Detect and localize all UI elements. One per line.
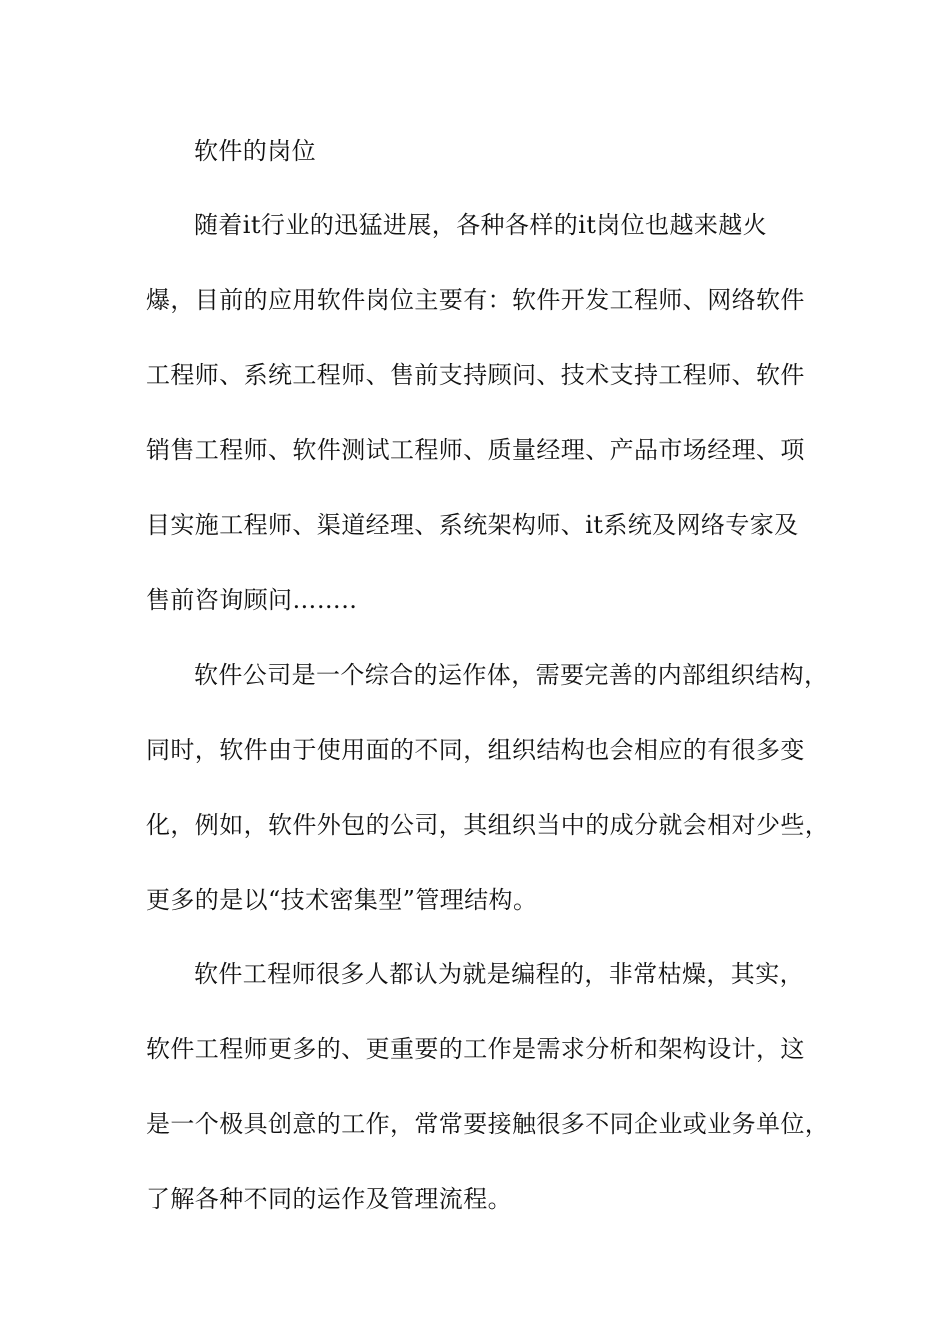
paragraph-2-line-1: 软件公司是一个综合的运作体，需要完善的内部组织结构， <box>194 661 829 689</box>
paragraph-3-line-3: 是一个极具创意的工作，常常要接触很多不同企业或业务单位， <box>146 1110 830 1138</box>
paragraph-2-line-4: 更多的是以“技术密集型”管理结构。 <box>146 886 538 914</box>
paragraph-1-line-3: 工程师、系统工程师、售前支持顾问、技术支持工程师、软件 <box>146 361 805 389</box>
document-title: 软件的岗位 <box>194 137 316 165</box>
paragraph-3-line-1: 软件工程师很多人都认为就是编程的，非常枯燥，其实， <box>194 960 804 988</box>
paragraph-1-line-1: 随着it行业的迅猛进展，各种各样的it岗位也越来越火 <box>194 211 768 239</box>
paragraph-1-line-6: 售前咨询顾问…….. <box>146 586 358 614</box>
paragraph-3-line-4: 了解各种不同的运作及管理流程。 <box>146 1185 512 1213</box>
paragraph-2-line-3: 化，例如，软件外包的公司，其组织当中的成分就会相对少些， <box>146 811 830 839</box>
paragraph-2-line-2: 同时，软件由于使用面的不同，组织结构也会相应的有很多变 <box>146 736 805 764</box>
paragraph-1-line-4: 销售工程师、软件测试工程师、质量经理、产品市场经理、项 <box>146 436 805 464</box>
paragraph-1-line-5: 目实施工程师、渠道经理、系统架构师、it系统及网络专家及 <box>146 511 799 539</box>
paragraph-1-line-2: 爆，目前的应用软件岗位主要有：软件开发工程师、网络软件 <box>146 286 805 314</box>
paragraph-3-line-2: 软件工程师更多的、更重要的工作是需求分析和架构设计，这 <box>146 1035 805 1063</box>
